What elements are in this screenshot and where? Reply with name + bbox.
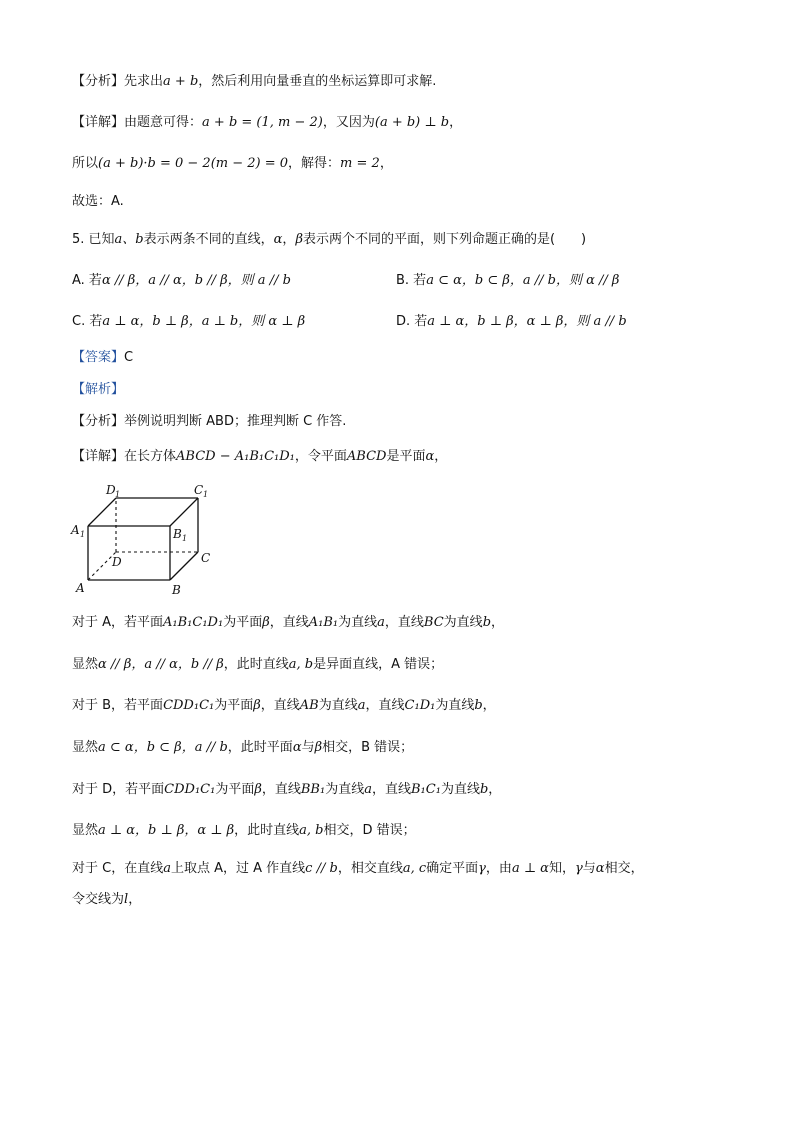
text: 为平面 (214, 698, 254, 713)
label-A1: A (71, 523, 80, 537)
text: 所以 (72, 156, 99, 171)
text: 故选：A. (72, 194, 124, 209)
text: 上取点 A，过 A 作直线 (170, 861, 306, 876)
text: ，直线 (261, 782, 301, 797)
math-expression: (a + b)·b = 0 − 2(m − 2) = 0 (98, 156, 289, 171)
math: β (314, 740, 323, 755)
answer-line (72, 349, 133, 367)
explanation-tag: 【解析】 (72, 382, 125, 397)
text: 相交，B 错误； (322, 740, 414, 755)
option-b (396, 272, 619, 290)
math: CDD₁C₁ (163, 698, 215, 713)
text: 举例说明判断 ABD；推理判断 C 作答. (124, 414, 347, 429)
analysis2-line (72, 413, 346, 431)
math: A₁B₁ (308, 615, 339, 630)
text: 为直线 (435, 698, 475, 713)
math: γ (478, 861, 486, 876)
math: a ⊥ α，b ⊥ β，a ⊥ b，则 α ⊥ β (102, 314, 306, 329)
label-C: C (201, 551, 211, 565)
math: BB₁ (300, 782, 326, 797)
math: β (254, 782, 262, 797)
option-a (72, 272, 291, 290)
math: b (482, 615, 492, 630)
text: ，直线 (365, 698, 405, 713)
text: ，令平面 (294, 449, 347, 464)
therefore-line (72, 155, 393, 173)
text: ， (449, 115, 463, 130)
case-b-line2 (72, 739, 413, 757)
text: 表示两条不同的直线， (143, 232, 274, 247)
text: 为直线 (325, 782, 365, 797)
text: 与 (582, 861, 596, 876)
math: a, b (299, 823, 324, 838)
math: a (357, 698, 366, 713)
answer-tag: 【答案】 (72, 350, 125, 365)
math: a ⊂ α，b ⊂ β，a // b (98, 740, 228, 755)
text: ，解得： (288, 156, 341, 171)
analysis-tag: 【分析】 (72, 74, 125, 89)
text: ，此时平面 (227, 740, 293, 755)
text: 表示两个不同的平面，则下列命题正确的是( ) (302, 232, 587, 247)
text: ， (491, 615, 505, 630)
analysis-line (72, 73, 436, 91)
math: CDD₁C₁ (164, 782, 216, 797)
case-c-line1 (72, 860, 644, 878)
text: ， (434, 449, 448, 464)
text: ， (282, 232, 296, 247)
math: β (295, 232, 303, 247)
text: 先求出 (124, 74, 164, 89)
math: a (377, 615, 385, 630)
option-label: B. 若 (396, 273, 427, 288)
text: 与 (301, 740, 315, 755)
text: ，直线 (269, 615, 309, 630)
text: 为直线 (318, 698, 358, 713)
text: 对于 A，若平面 (72, 615, 164, 630)
math: l (124, 892, 129, 907)
text: 相交， (604, 861, 644, 876)
cuboid-figure (70, 482, 220, 597)
text: 对于 B，若平面 (72, 698, 164, 713)
choice-line (72, 193, 124, 211)
text: ，此时直线 (223, 657, 289, 672)
text: 由题意可得： (124, 115, 203, 130)
math: a, b (288, 657, 314, 672)
text: ， (379, 156, 393, 171)
text: ，直线 (384, 615, 424, 630)
edge-A1D1 (88, 498, 116, 526)
detail2-line (72, 448, 447, 466)
text: 为直线 (443, 615, 483, 630)
case-a-line2 (72, 656, 443, 674)
label-B: B (172, 583, 181, 597)
label-B1: B (173, 527, 182, 541)
math-expression: (a + b) ⊥ b (374, 115, 450, 130)
math: a ⊥ α (511, 861, 549, 876)
math: AB (299, 698, 319, 713)
text: ，然后利用向量垂直的坐标运算即可求解. (198, 74, 437, 89)
explanation-heading (72, 381, 124, 399)
label-C1-sub: 1 (203, 490, 209, 499)
case-d-line2 (72, 822, 416, 840)
detail-tag: 【详解】 (72, 449, 125, 464)
math: α (595, 861, 605, 876)
math: ABCD (346, 449, 387, 464)
math-expression: m = 2 (340, 156, 380, 171)
analysis-tag: 【分析】 (72, 414, 125, 429)
text: 为直线 (338, 615, 378, 630)
text: 为直线 (440, 782, 480, 797)
option-c (72, 313, 305, 331)
text: ，直线 (371, 782, 411, 797)
edge-BC (170, 552, 198, 580)
detail-line (72, 114, 462, 132)
case-c-line2 (72, 891, 141, 909)
math: b (474, 698, 483, 713)
text: ，又因为 (322, 115, 375, 130)
text: 显然 (72, 740, 99, 755)
text: 是平面 (386, 449, 426, 464)
math: a (163, 861, 171, 876)
text: 令交线为 (72, 892, 125, 907)
text: 确定平面 (426, 861, 479, 876)
text: ，此时直线 (234, 823, 300, 838)
option-d (396, 313, 627, 331)
text: 为平面 (215, 782, 255, 797)
text: ， (488, 782, 502, 797)
text: 为平面 (223, 615, 263, 630)
text: ，直线 (260, 698, 300, 713)
math: a ⊥ α，b ⊥ β，α ⊥ β，则 a // b (427, 314, 627, 329)
text: 对于 D，若平面 (72, 782, 165, 797)
math: a (364, 782, 372, 797)
text: ，由 (485, 861, 512, 876)
math: a, c (402, 861, 427, 876)
math-expression: a + b = (1, m − 2) (202, 115, 323, 130)
case-d-line1 (72, 781, 501, 799)
option-label: A. 若 (72, 273, 102, 288)
text: 显然 (72, 823, 99, 838)
text: ， (482, 698, 496, 713)
math: α // β，a // α，b // β (98, 657, 224, 672)
math-vector-sum: a + b (163, 74, 199, 89)
math: γ (574, 861, 583, 876)
text: ， (128, 892, 142, 907)
option-label: D. 若 (396, 314, 428, 329)
math: b (479, 782, 489, 797)
label-A1-sub: 1 (80, 530, 86, 539)
text: 知， (548, 861, 575, 876)
label-D: D (112, 555, 122, 569)
math: A₁B₁C₁D₁ (163, 615, 224, 630)
math: α // β，a // α，b // β，则 a // b (101, 273, 291, 288)
label-C1: C (194, 483, 204, 497)
question-5 (72, 231, 586, 249)
detail-tag: 【详解】 (72, 115, 125, 130)
math: a ⊂ α，b ⊂ β，a // b，则 α // β (426, 273, 620, 288)
case-a-line1 (72, 614, 504, 632)
text: 在长方体 (124, 449, 177, 464)
text: ，相交直线 (337, 861, 403, 876)
label-D1-sub: 1 (115, 490, 121, 499)
answer-value: C (124, 350, 134, 365)
math: ABCD − A₁B₁C₁D₁ (176, 449, 295, 464)
text: 对于 C，在直线 (72, 861, 164, 876)
label-B1-sub: 1 (182, 534, 188, 543)
case-b-line1 (72, 697, 496, 715)
edge-B1C1 (170, 498, 198, 526)
option-label: C. 若 (72, 314, 103, 329)
text: 是异面直线，A 错误； (313, 657, 444, 672)
label-A: A (76, 581, 85, 595)
math: β (253, 698, 261, 713)
math: a ⊥ α，b ⊥ β，α ⊥ β (98, 823, 235, 838)
text: 显然 (72, 657, 99, 672)
math: a、b (114, 232, 144, 247)
math: β (262, 615, 270, 630)
math: C₁D₁ (404, 698, 436, 713)
math: α (425, 449, 435, 464)
text: 相交，D 错误； (323, 823, 416, 838)
math: B₁C₁ (411, 782, 441, 797)
math: BC (423, 615, 444, 630)
math: α (273, 232, 283, 247)
text: 5. 已知 (72, 232, 115, 247)
math: c // b (305, 861, 338, 876)
math: α (292, 740, 302, 755)
label-D1: D (106, 483, 116, 497)
